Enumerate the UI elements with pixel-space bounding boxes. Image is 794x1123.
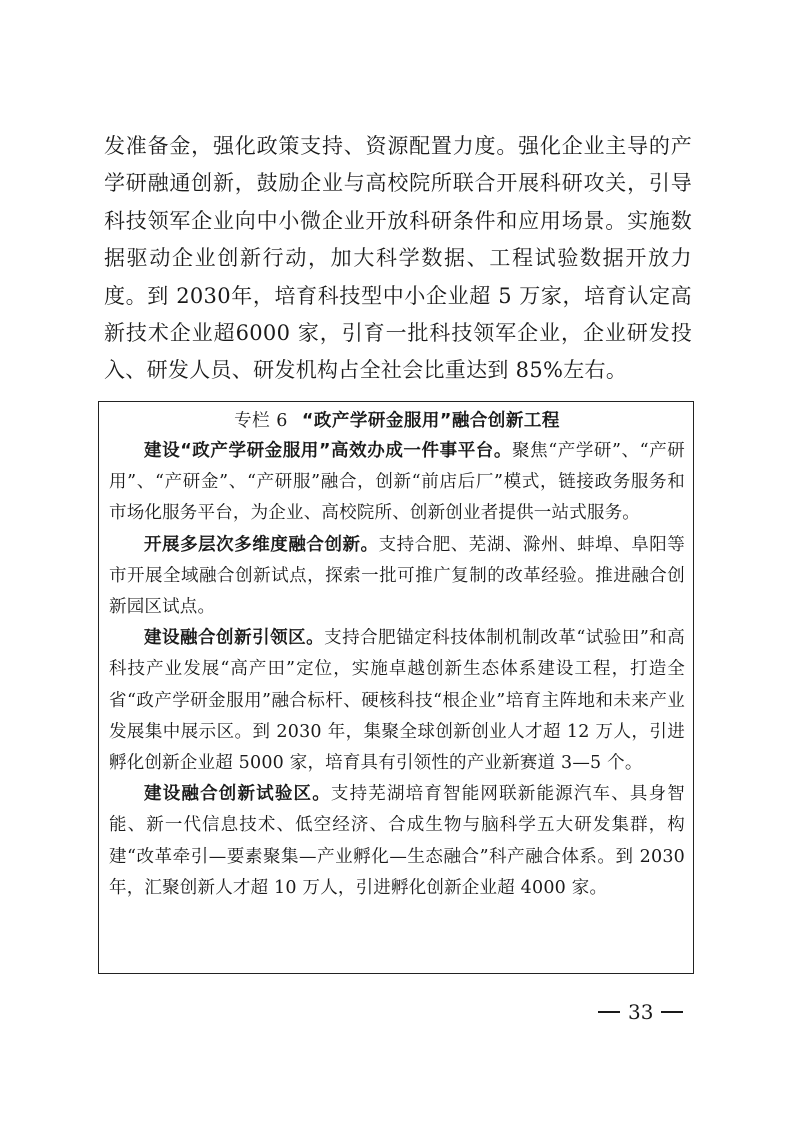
box-item bbox=[109, 530, 685, 624]
body-paragraph: 发准备金，强化政策支持、资源配置力度。强化企业主导的产学研融通创新，鼓励企业与高校院所联合开展科研攻关，引导科技领军企业向中小微企业开放科研条件和应用场景。实施数据驱动企业创新行动，加大科学数据、工程试验数据开放力度。到 2030年，培育科技型中小企业超 5 万家，培育认定高新技术企业超6000 家，引育一批科技领军企业，企业研发投入、研发人员、研发机构占全社会比重达到 85%左右。 bbox=[104, 134, 692, 383]
box-item-lead: 建设融合创新试验区。 bbox=[144, 784, 331, 805]
box-item-text: 支持芜湖培育智能网联新能源汽车、具身智能、新一代信息技术、低空经济、合成生物与脑科学五大研发集群，构建“改革牵引—要素聚集—产业孵化—生态融合”科产融合体系。到 2030 年，汇聚创新人才超 10 万人，引进孵化创新企业超 4000 家。 bbox=[109, 784, 685, 898]
box-item bbox=[109, 436, 685, 530]
box-title-text: “政产学研金服用”融合创新工程 bbox=[301, 411, 560, 431]
box-item-lead: 建设“政产学研金服用”高效办成一件事平台。 bbox=[144, 441, 512, 461]
box-item bbox=[109, 779, 685, 904]
box-item-text: 支持合肥锚定科技体制机制改革“试验田”和高科技产业发展“高产田”定位，实施卓越创新生态体系建设工程，打造全省“政产学研金服用”融合标杆、硬核科技“根企业”培育主阵地和未来产业发展集中展示区。到 2030 年，集聚全球创新创业人才超 12 万人，引进孵化创新企业超 5000 家，培育具有引领性的产业新赛道 3—5 个。 bbox=[109, 628, 686, 774]
page-number bbox=[598, 1000, 683, 1024]
page-number-dash-left bbox=[598, 1011, 620, 1013]
box-item bbox=[109, 623, 685, 779]
box-title-number: 专栏 6 bbox=[234, 411, 288, 431]
box-item-text: 支持合肥、芜湖、滁州、蚌埠、阜阳等市开展全域融合创新试点，探索一批可推广复制的改革经验。推进融合创新园区试点。 bbox=[109, 534, 685, 618]
special-column-box bbox=[98, 401, 694, 974]
box-item-lead: 建设融合创新引领区。 bbox=[144, 628, 325, 649]
page-number-value: 33 bbox=[628, 1000, 654, 1024]
page-number-dash-right bbox=[661, 1011, 683, 1013]
box-item-text: 聚焦“产学研”、“产研用”、“产研金”、“产研服”融合，创新“前店后厂”模式，链接政务服务和市场化服务平台，为企业、高校院所、创新创业者提供一站式服务。 bbox=[109, 441, 685, 524]
box-title bbox=[109, 406, 685, 436]
box-item-lead: 开展多层次多维度融合创新。 bbox=[144, 534, 379, 555]
